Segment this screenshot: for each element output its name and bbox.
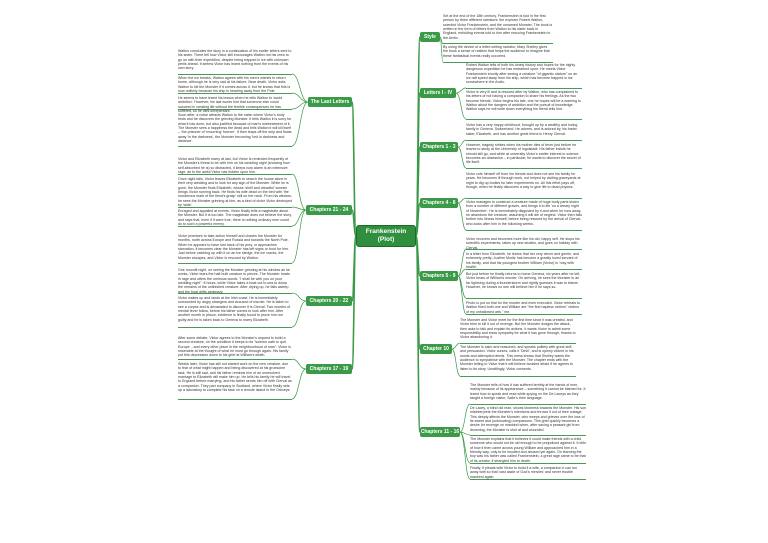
- note-ch11-16-3: The Monster explains that it believes it could make friends with a child, someone who would not be old enough to be prejudiced against it. It tells of how it then came across young William and approached him in a friendly way, only to be insulted and abused yet again. On learning the boy was his father was called Frankenstein, a great rage came to be that of its creator, it strangled him to death.: [470, 437, 586, 463]
- branch-chapter-10[interactable]: Chapter 10: [420, 344, 452, 354]
- connector-line: [458, 198, 466, 203]
- branch-chapters-5-9[interactable]: Chapters 5 - 9: [420, 271, 458, 281]
- connector-line: [292, 293, 306, 301]
- branch-style[interactable]: Style: [420, 32, 440, 42]
- note-ch1-3-1: Victor has a very happy childhood, brought up by a wealthy and loving family in Geneva, Switzerland. He adores, and is adored by, his foster sister, Elizabeth, and has another great friend in Henry Clerval.: [466, 123, 582, 141]
- note-ch5-9-1: Victor recovers and becomes more like his old, happy self. He stops his scientific experiments, takes up new studies, and goes on holiday with Clerval.: [466, 237, 582, 250]
- connector-line: [458, 140, 466, 147]
- branch-the-last-letters[interactable]: The Last Letters: [308, 97, 352, 107]
- note-last-letters-3: He seems to have learnt his lesson when he tells Walton to 'avoid ambition'. However, his last words hint that someone else could succeed in creating life without the terrible consequences he has suffered, so he dies unrepentant.: [178, 96, 292, 110]
- connector-line: [292, 301, 306, 327]
- central-topic[interactable]: [356, 225, 416, 247]
- note-ch10-2: The Monster is calm and reasoned, and speaks politely with great skill and persuasion. Victor curses, calls it 'Devil', and is openly violent in his words and attempted deeds. This mess shows that Shelley wants the audience to sympathise with the Monster. The chapter ends with the Monster telling to Victor that it will believe avoided afraid if he agrees to listen to its story. Unwillingly, Victor consents.: [460, 345, 576, 377]
- note-last-letters-1: Walton concludes the story in a continuation of his earlier letters sent to his sister. There tell how Victor still encourages Walton not his crew to go on with their expedition, despite being trapped in ice with unknown perils ahead. It seems Victor has learnt nothing from the events of his own story.: [178, 49, 292, 75]
- branch-chapters-17-19[interactable]: Chapters 17 - 19: [306, 364, 352, 374]
- connector-line: [452, 349, 460, 376]
- connector-line: [452, 343, 460, 349]
- note-ch17-19-1: After some debate, Victor agrees to the Monster's request to build a second creature, on the condition it keeps to its "solemn oath to quit Europe ...and every other place in the neighbourhood of man". Victor is miserable at the thought of what he must go through again. His family put this depression down to his grief at William's death.: [178, 336, 292, 360]
- note-letters-1: Robert Walton tells of both his lonely history and hopes for the highly dangerous expedition he has embarked upon. He meets Victor Frankenstein shortly after seeing a creature "of gigantic stature" on an ice raft speed away from his ship, which has become trapped in ice somewhere in the Arctic.: [466, 63, 582, 89]
- central-subtitle: (Plot): [377, 235, 395, 243]
- connector-line: [458, 203, 466, 230]
- connector-line: [292, 359, 306, 369]
- note-ch1-3-2: However, tragedy strikes when his mother dies of fever just before he leaves to study at the University of Ingolstadt. His father insists he should still go, and while at university Victor's earlier interest in science becomes an obsession – in particular, he wants to discover the secret of life itself.: [466, 143, 582, 169]
- connector-line: [460, 404, 470, 432]
- note-ch4-8-1: Victor cuts himself off from his friends and does not see his family for years. He becomes ill through work, not helped by visiting graveyards at night to dig up bodies for later experiments on. All this effort pays off, though, when he finally discovers a way to give life to dead physics.: [466, 172, 582, 199]
- connector-line: [456, 88, 466, 93]
- connector-line: [292, 369, 306, 399]
- branch-chapters-11-16[interactable]: Chapters 11 - 16: [420, 429, 460, 435]
- central-title: Frankenstein: [365, 228, 407, 235]
- note-ch20-22-2: Victor wakes up and lands at the Irish coast. He is immediately surrounded by angry strangers and accused of murder. He is taken to see a corpse and is devastated to discover it is Clerval. Two months of mental fever follow, before his father comes to look after him. After another month in prison, evidence is finally found to prove him not guilty and he is taken back to Geneva to marry Elizabeth.: [178, 296, 292, 328]
- note-ch11-16-2: De Lacey, a blind old man, shows kindness towards the Monster. His son misinterprets the Monster's intentions and throws it out of their cottage. This deeply affects the Monster, who weeps and grieves over the loss of its sweet and (unknowing) companions. This grief quickly becomes a desire for revenge on mankind when, after saving a peasant girl from drowning, the Monster is shot at and wounded.: [470, 406, 586, 436]
- branch-chapters-4-8[interactable]: Chapters 4 - 8: [420, 198, 458, 208]
- note-style-2: By using the device of a letter-writing narrator, Mary Shelley gives the book a sense of realism that helps the audience to imagine that these fantastical events really occurred.: [443, 45, 553, 63]
- branch-chapters-1-3[interactable]: Chapters 1 - 3: [420, 142, 458, 152]
- branch-chapters-20-22[interactable]: Chapters 20 - 22: [306, 296, 352, 306]
- note-ch4-8-2: Victor manages to construct a creature made of huge body parts stolen from a number of different graves, and brings it to life 'on a dreary night of November'. He is immediately disgusted by it and when he runs away, he abandons the creature, assuming it will die of neglect. Victor then falls further into illness himself, before being rescued by the arrival of Clerval, who looks after him in the following weeks.: [466, 200, 582, 231]
- note-ch21-24-1: Victor and Elizabeth marry at last, but Victor is reminded frequently of the Monster's threat to be with him on his wedding night (showing how self-absorbed he is) so distracted, it keeps now alarm is an extensive rage, as to the awful Victor has hidden upon him.: [178, 157, 292, 175]
- note-ch5-9-4: Photo is put on trial for the murder and even executed. Victor retreats to Walton fixed both one and William are "the first hapless victims" victims of my unhallowed arts." me.: [466, 301, 580, 314]
- note-ch11-16-4: Finally, it pleads with Victor to build it a wife, a companion it can run away with so that 'cast aside of God's mercies' and never trouble mankind again.: [470, 466, 586, 480]
- note-ch5-9-2: In a letter from Elizabeth, he learns that her very clever and gentle, and extremely pretty; Justine Moritz has become a greatly loved servant of his family, and that his youngest brother William (Victor) is 'rosy with health'.: [466, 252, 582, 270]
- connector-line: [292, 174, 306, 210]
- note-ch20-22-1: One moonlit night, on seeing the Monster grinning at his window as he works, Victor tears the half-built creature to pieces. The Monster howls in rage and utters the ominous words: "I shall be with you on your wedding night". 8 hours, while Victor takes a boat out to sea to dump the remains of the unfinished creature. After drying up, he falls asleep and the boat drifts aimlessly.: [178, 268, 292, 294]
- note-letters-2: Victor is very ill and is rescued after by Walton, who has complained to his letters of not having a companion to share his feelings. As the two become friends, Victor begins his tale, one he hopes will be a warning to Walton about the dangers of ambition and the pursuit of knowledge. Walton says he will write down everything his friend tells him.: [466, 90, 582, 120]
- note-ch21-24-2: Once night falls, Victor leaves Elizabeth to search the house alone in their very wedding and to look for any sign of the Monster. While he is gone, the Monster finds Elizabeth, whose 'shrill and dreadful' scream brings Victor running back. He finds his wife dead on the bed with 'the murderous mark of the fiend's grasp' still on her neck. From his window, he sees the Monster grinning at him, as a kind of victor Victor destroyed by 'wide'.: [178, 177, 292, 208]
- note-last-letters-4: Soon after, a noise attracts Walton to the cabin where Victor's body rests and he discovers the grieving Monster. It tells Walton it is sorry for what it has done, but also justified because of man's mistreatment of it. The Monster sees a happiness the dead and tells Walton it will kill itself – 'the prisoner of 'mourning' forever'. It then leaps off the ship and floats away 'in the darkness', the Monster becoming 'lost in darkness and distance'.: [178, 113, 292, 147]
- connector-line: [460, 432, 470, 479]
- connector-line: [456, 93, 466, 119]
- note-style-1: Set at the end of the 18th century, Frankenstein is told in the first person by three different narrators: the explorer Robert Walton, scientist Victor Frankenstein, and the unnamed Monster. The book is written in the form of letters from Walton to his sister back in England, enfolding events told to him after rescuing Frankenstein in the Arctic.: [443, 14, 553, 44]
- connector-line: [458, 276, 466, 314]
- note-ch11-16-1: The Monster tells of how it has suffered terribly at the hands of men, mainly because of its appearance – something it cannot be blamed for. It learnt how to speak and read while spying on the De Laceys as they taught a foreign visitor, Safie's their language.: [470, 383, 586, 405]
- note-ch21-24-4: Victor promises to take action himself and chases the Monster for months, north across Europe and Russia and towards the North Pole. When he appears to have lost track of his prey, or approaches starvation, it becomes clear the Monster has left signs or food for him. Just before catching up with it on an ice sledge, the ice cracks, the Monster escapes, and Victor is rescued by Walton.: [178, 234, 292, 264]
- branch-letters-i-iv[interactable]: Letters I - IV: [420, 88, 456, 98]
- note-ch21-24-3: Enraged and appalled at events, Victor finally tells a magistrate about the Monster. But it is too late. The magistrate does not believe the story, and says that, even if it were true, there is nothing ordinary men could do to such a powerful enemy.: [178, 209, 292, 227]
- connector-line: [458, 147, 466, 168]
- note-last-letters-2: When the ice breaks, Walton agrees with his men's wishes to return home, although he is very sad at his failure. Near death, Victor asks Walton to kill the Monster if it comes across it, but he knows that this is now unlikely because his ship is heading away from the Pole.: [178, 76, 291, 94]
- branch-chapters-21-24[interactable]: Chapters 21 - 24: [306, 205, 352, 215]
- note-ch10-1: The Monster and Victor meet for the first time since it was created, and Victor tries to kill it out of revenge. But the Monster dodges the attack, then asks to talk and explain its actions. It wants Victor to admit some responsibility and show sympathy for what it has gone through, thanks to Victor abandoning it.: [460, 318, 576, 344]
- note-ch5-9-3: But just before he finally returns to home Geneva, six years after he left, Victor hears of William's murder. On arriving, he sees the Monster in an far lightning during a thunderstorm and rightly guesses it was to blame. However, he knows no one will believe him if he says so.: [466, 272, 582, 299]
- note-ch17-19-2: Weeks later, Victor has still not started work on the new creature, due to fear of what might happen and being discovered at his gruesome task. He is still sad, and his father reminds him of an unresolved marriage to Elizabeth will make him up. He tells his family he will travel to England before marrying, and his father sends him off with Clerval as a companion. They part company in Scotland, where Victor finally sets up a laboratory to complete his task on a remote island in the Orkneys.: [178, 362, 292, 400]
